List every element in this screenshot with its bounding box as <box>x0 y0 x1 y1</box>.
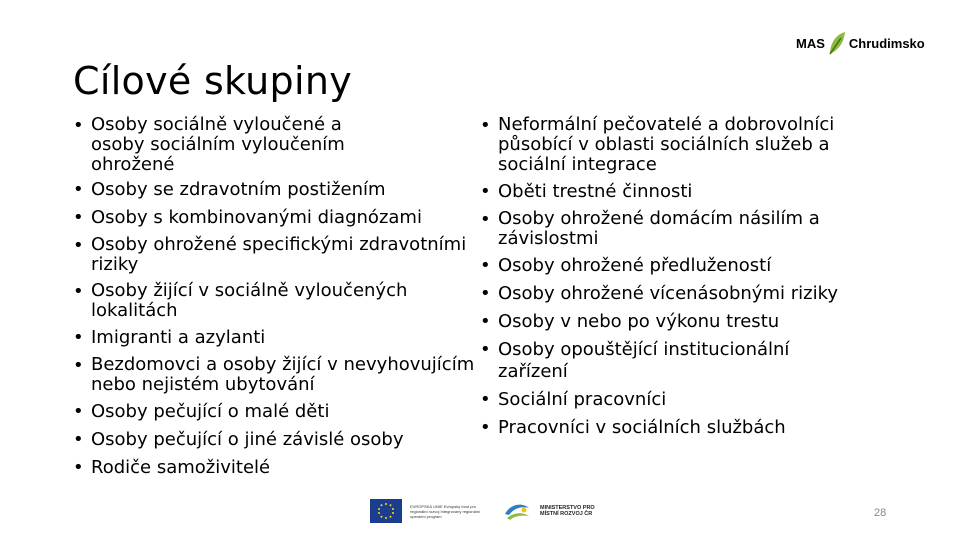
logo-text-chrudimsko: Chrudimsko <box>848 35 925 51</box>
logo-text-mas: MAS <box>796 35 825 51</box>
list-item: • Osoby pečující o malé děti <box>73 401 473 423</box>
list-item: • Osoby žijící v sociálně vyloučených lokalitách <box>73 281 473 321</box>
slide-title: Cílové skupiny <box>73 59 353 103</box>
right-bullet-list <box>480 115 860 445</box>
list-item: • Osoby ohrožené vícenásobnými riziky <box>480 283 860 305</box>
ministry-logo-icon <box>502 498 532 524</box>
list-item: • Sociální pracovníci <box>480 389 860 411</box>
list-item: • Bezdomovci a osoby žijící v nevyhovujícím nebo nejistém ubytování <box>73 355 473 395</box>
mas-chrudimsko-logo <box>796 28 925 58</box>
list-item: • Osoby ohrožené domácím násilím a závislostmi <box>480 209 860 249</box>
list-item: • Osoby v nebo po výkonu trestu <box>480 311 860 333</box>
list-item: • Neformální pečovatelé a dobrovolníci působící v oblasti sociálních služeb a sociální integrace <box>480 115 860 175</box>
list-item: • Rodiče samoživitelé <box>73 457 473 479</box>
list-item: • Osoby ohrožené specifickými zdravotními riziky <box>73 235 473 275</box>
left-bullet-list <box>73 115 473 485</box>
leaf-icon <box>826 30 848 56</box>
eu-flag-icon <box>370 499 402 523</box>
list-item: • Osoby opouštějící institucionální zařízení <box>480 339 860 383</box>
eu-program-text: EVROPSKÁ UNIE Evropský fond pro regionální rozvoj Integrovaný regionální operační program <box>410 503 481 519</box>
list-item: • Osoby s kombinovanými diagnózami <box>73 207 473 229</box>
list-item: • Osoby pečující o jiné závislé osoby <box>73 429 473 451</box>
ministry-text: MINISTERSTVO PRO MÍSTNÍ ROZVOJ ČR <box>540 504 595 517</box>
list-item: • Osoby sociálně vyloučené a osoby sociálním vyloučením ohrožené <box>73 115 473 175</box>
page-number: 28 <box>874 507 887 519</box>
list-item: • Imigranti a azylanti <box>73 327 473 349</box>
list-item: • Osoby ohrožené předlužeností <box>480 255 860 277</box>
list-item: • Oběti trestné činnosti <box>480 181 860 203</box>
list-item: • Pracovníci v sociálních službách <box>480 417 860 439</box>
footer-logos <box>370 494 600 528</box>
list-item: • Osoby se zdravotním postižením <box>73 179 473 201</box>
